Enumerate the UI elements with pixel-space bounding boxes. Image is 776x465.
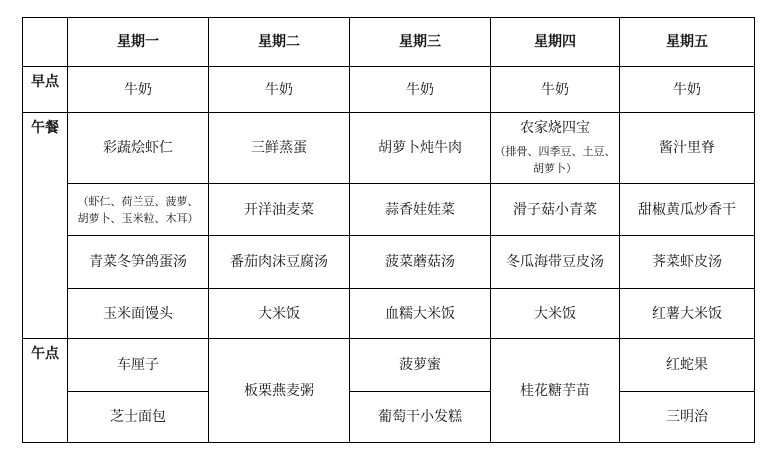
snack-tue: 板栗燕麦粥 [209, 339, 350, 443]
lunch-r3-fri: 荠菜虾皮汤 [620, 236, 755, 289]
breakfast-fri: 牛奶 [620, 67, 755, 113]
breakfast-thu: 牛奶 [491, 67, 620, 113]
lunch-row-2 [23, 184, 755, 236]
snack-row-1 [23, 339, 755, 392]
lunch-r3-tue: 番茄肉沫豆腐汤 [209, 236, 350, 289]
lunch-r1-wed: 胡萝卜炖牛肉 [350, 113, 491, 184]
snack-thu: 桂花糖芋苗 [491, 339, 620, 443]
meal-label-breakfast: 早点 [23, 67, 68, 113]
snack-wed-2: 葡萄干小发糕 [350, 392, 491, 443]
lunch-r1-fri: 酱汁里脊 [620, 113, 755, 184]
lunch-row-3 [23, 236, 755, 289]
breakfast-mon: 牛奶 [68, 67, 209, 113]
header-row [23, 18, 755, 67]
lunch-row-4 [23, 289, 755, 339]
corner-cell [23, 18, 68, 67]
lunch-r1-thu-note-2: 胡萝卜） [533, 162, 577, 175]
lunch-r4-tue: 大米饭 [209, 289, 350, 339]
day-header-mon: 星期一 [68, 18, 209, 67]
snack-row-2 [23, 392, 755, 443]
breakfast-tue: 牛奶 [209, 67, 350, 113]
lunch-r2-mon-note-2: 胡萝卜、玉米粒、木耳） [77, 211, 199, 225]
lunch-r2-tue: 开洋油麦菜 [209, 184, 350, 236]
lunch-r1-mon: 彩蔬烩虾仁 [68, 113, 209, 184]
lunch-r2-mon-note-1: （虾仁、荷兰豆、菠萝、 [77, 194, 199, 208]
day-header-tue: 星期二 [209, 18, 350, 67]
day-header-thu: 星期四 [491, 18, 620, 67]
meal-label-snack: 午点 [23, 339, 68, 443]
lunch-row-1 [23, 113, 755, 184]
lunch-r1-tue: 三鲜蒸蛋 [209, 113, 350, 184]
snack-wed-1: 菠萝蜜 [350, 339, 491, 392]
lunch-r3-thu: 冬瓜海带豆皮汤 [491, 236, 620, 289]
day-header-wed: 星期三 [350, 18, 491, 67]
lunch-r1-thu [491, 113, 620, 184]
meal-label-lunch: 午餐 [23, 113, 68, 339]
lunch-r2-mon [68, 184, 209, 236]
snack-mon-1: 车厘子 [68, 339, 209, 392]
lunch-r1-thu-main: 农家烧四宝 [520, 120, 590, 136]
lunch-r2-wed: 蒜香娃娃菜 [350, 184, 491, 236]
lunch-r4-mon: 玉米面馒头 [68, 289, 209, 339]
breakfast-row [23, 67, 755, 113]
weekly-menu-table [22, 17, 755, 443]
breakfast-wed: 牛奶 [350, 67, 491, 113]
lunch-r1-thu-note-1: （排骨、四季豆、土豆、 [494, 145, 616, 158]
day-header-fri: 星期五 [620, 18, 755, 67]
snack-fri-2: 三明治 [620, 392, 755, 443]
lunch-r4-fri: 红薯大米饭 [620, 289, 755, 339]
lunch-r2-thu: 滑子菇小青菜 [491, 184, 620, 236]
snack-mon-2: 芝士面包 [68, 392, 209, 443]
lunch-r3-wed: 菠菜蘑菇汤 [350, 236, 491, 289]
lunch-r4-wed: 血糯大米饭 [350, 289, 491, 339]
lunch-r3-mon: 青菜冬笋鸽蛋汤 [68, 236, 209, 289]
lunch-r4-thu: 大米饭 [491, 289, 620, 339]
snack-fri-1: 红蛇果 [620, 339, 755, 392]
lunch-r2-fri: 甜椒黄瓜炒香干 [620, 184, 755, 236]
